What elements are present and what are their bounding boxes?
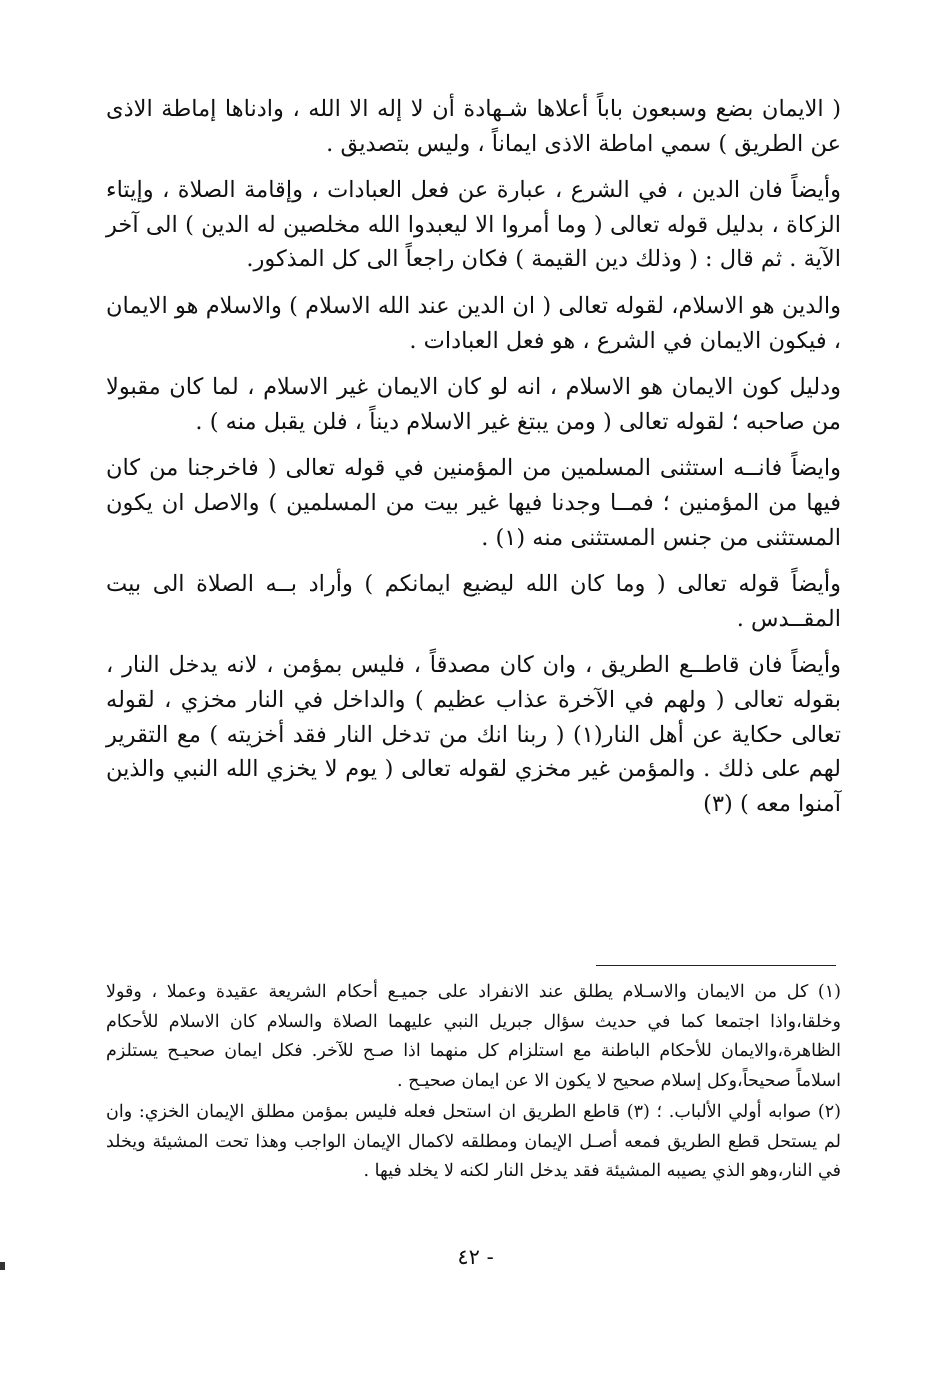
main-text — [106, 92, 841, 821]
paragraph-4: ودليل كون الايمان هو الاسلام ، انه لو كان الايمان غير الاسلام ، لما كان مقبولا من صاحبه ؛ لقوله تعالى ( ومن يبتغ غير الاسلام ديناً ، فلن يقبل منه ) . — [106, 374, 841, 435]
footnotes — [106, 978, 841, 1189]
paragraph-6: وأيضاً قوله تعالى ( وما كان الله ليضيع ايمانكم ) وأراد بــه الصلاة الى بيت المقــدس . — [106, 571, 841, 632]
paragraph-7: وأيضاً فان قاطــع الطريق ، وان كان مصدقاً ، فليس بمؤمن ، لانه يدخل النار ، بقوله تعالى ( ولهم في الآخرة عذاب عظيم ) والداخل في النار مخزي ، لقوله تعالى حكاية عن أهل النار(١) ( ربنا انك من تدخل النار فقد أخزيته ) مع التقرير لهم على ذلك . والمؤمن غير مخزي لقوله تعالى ( يوم لا يخزي الله النبي والذين آمنوا معه ) (٣) — [106, 652, 841, 817]
paragraph-5: وايضاً فانــه استثنى المسلمين من المؤمنين في قوله تعالى ( فاخرجنا من كان فيها من المؤمنين ؛ فمــا وجدنا فيها غير بيت من المسلمين ) والاصل ان يكون المستثنى من جنس المستثنى منه (١) . — [106, 455, 841, 551]
paragraph-3: والدين هو الاسلام، لقوله تعالى ( ان الدين عند الله الاسلام ) والاسلام هو الايمان ، فيكون الايمان في الشرع ، هو فعل العبادات . — [106, 292, 841, 354]
footnote-2-3: (٢) صوابه أولي الألباب. ؛ (٣) قاطع الطريق ان استحل فعله فليس بمؤمن مطلق الإيمان الخزي: وان لم يستحل قطع الطريق فمعه أصـل الإيمان ومطلقه لاكمال الإيمان الواجب وهذا تحت المشيئة ويخلد في النار،وهو الذي يصيبه المشيئة فقد يدخل النار لكنه لا يخلد فيها . — [106, 1102, 841, 1181]
paragraph-2: وأيضاً فان الدين ، في الشرع ، عبارة عن فعل العبادات ، وإقامة الصلاة ، وإيتاء الزكاة ، بدليل قوله تعالى ( وما أمروا الا ليعبدوا الله مخلصين له الدين ) الى آخر الآية . ثم قال : ( وذلك دين القيمة ) فكان راجعاً الى كل المذكور. — [106, 177, 841, 273]
footnote-divider — [596, 965, 836, 966]
page-number: - ٤٢ — [457, 1245, 494, 1269]
footnote-1: (١) كل من الايمان والاسـلام يطلق عند الانفراد على جميـع أحكام الشريعة عقيدة وعملا ، وقولا وخلقا،واذا اجتمعا كما في حديث سؤال جبريل النبي عليهما الصلاة والسلام كان الاسلام للأحكام الظاهرة،والايمان للأحكام الباطنة مع استلزام كل منهما اذا صـح للآخر. فكل ايمان صحيـح يستلزم اسلاماً صحيحاً،وكل إسلام صحيح لا يكون الا عن ايمان صحيـح . — [106, 982, 841, 1091]
scan-edge-mark — [0, 1262, 5, 1270]
paragraph-1: ( الايمان بضع وسبعون باباً أعلاها شـهادة أن لا إله الا الله ، وادناها إماطة الاذى عن الطريق ) سمي اماطة الاذى ايماناً ، وليس بتصديق . — [106, 96, 841, 157]
